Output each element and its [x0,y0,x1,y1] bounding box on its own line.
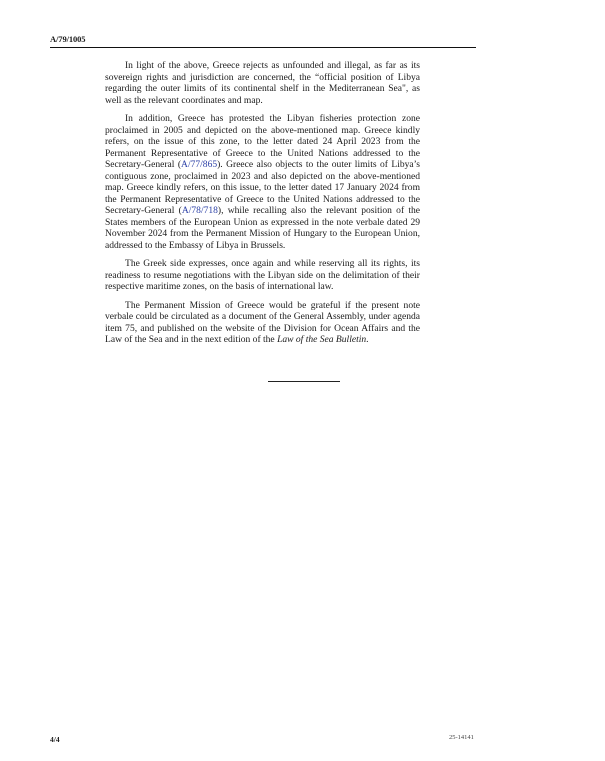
document-symbol: A/79/1005 [50,34,86,44]
text-segment: . [366,334,369,345]
bulletin-title: Law of the Sea Bulletin [277,334,367,345]
header-rule [50,47,476,48]
paragraph-circulation-request [105,300,420,346]
text-segment: ). Greece also objects to the outer limits of Libya’s contiguous zone, proclaimed in 2023 and also depicted on the above-mentioned map. Greece kindly refers, on this issue, to the letter dated 17 January 2024 from the Permanent Representative of Greece to the United Nations addressed to the Secretary-General ( [105,159,420,216]
document-link-a-78-718[interactable]: A/78/718 [181,205,218,216]
text-segment: In addition, Greece has protested the Libyan fisheries protection zone proclaimed in 2005 and depicted on the above-mentioned map. Greece kindly refers, on the issue of this zone, to the letter dated 24 April 2023 from the Permanent Representative of Greece to the United Nations addressed to the Secretary-General ( [105,113,420,170]
page-number: 4/4 [50,735,60,744]
text-segment: ), while recalling also the relevant position of the States members of the European Union as expressed in the note verbale dated 29 November 2024 from the Permanent Mission of Hungary to the European Union, addressed to the Embassy of Libya in Brussels. [105,205,421,251]
document-link-a-77-865[interactable]: A/77/865 [181,159,218,170]
job-number: 25-14141 [449,734,474,741]
paragraph-negotiations: The Greek side expresses, once again and while reserving all its rights, its readiness to resume negotiations with the Libyan side on the delimitation of their respective maritime zones, on the basis of international law. [105,258,420,292]
end-of-document-rule [268,381,340,382]
text-segment: The Permanent Mission of Greece would be grateful if the present note verbale could be circulated as a document of the General Assembly, under agenda item 75, and published on the website of the Division for Ocean Affairs and the Law of the Sea and in the next edition of the [105,299,420,345]
paragraph-fisheries-zone [105,113,420,251]
paragraph-rejection: In light of the above, Greece rejects as unfounded and illegal, as far as its sovereign rights and jurisdiction are concerned, the “official position of Libya regarding the outer limits of its continental shelf in the Mediterranean Sea", as well as the relevant coordinates and map. [105,60,420,106]
document-body [105,60,420,353]
